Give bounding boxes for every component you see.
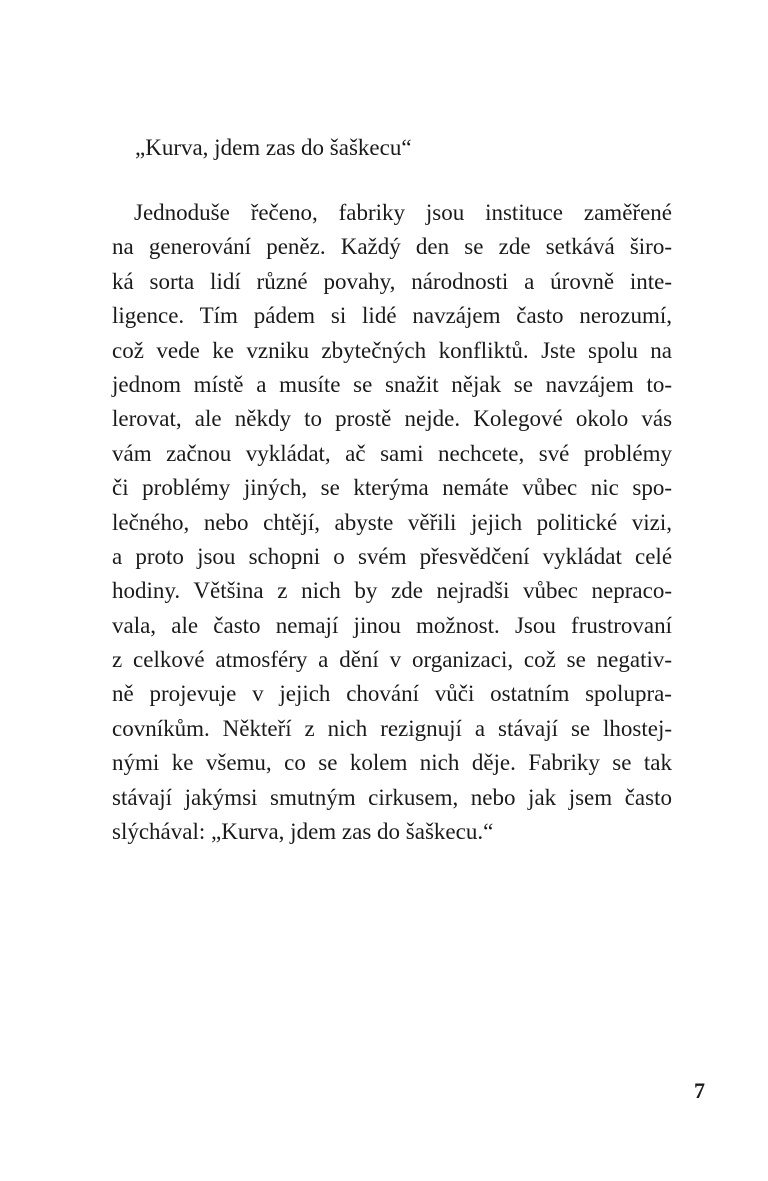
paragraph-line: a proto jsou schopni o svém přesvědčení vykládat celé bbox=[112, 543, 673, 569]
paragraph-line: což vede ke vzniku zbytečných konfliktů. Jste spolu na bbox=[112, 337, 673, 363]
section-heading: „Kurva, jdem zas do šaškecu“ bbox=[135, 135, 412, 160]
paragraph-line: lečného, nebo chtějí, abyste věřili jejich politické vizi, bbox=[112, 509, 672, 535]
paragraph-line: Jednoduše řečeno, fabriky jsou instituce zaměřené bbox=[134, 200, 672, 225]
paragraph-line: či problémy jiných, se kterýma nemáte vůbec nic spo- bbox=[112, 475, 673, 501]
paragraph-line: stávají jakýmsi smutným cirkusem, nebo jak jsem často bbox=[112, 784, 672, 810]
paragraph-line: hodiny. Většina z nich by zde nejradši vůbec nepraco- bbox=[112, 578, 673, 604]
paragraph-line: slýchával: „Kurva, jdem zas do šaškecu.“ bbox=[112, 819, 494, 845]
paragraph-line: jednom místě a musíte se snažit nějak se navzájem to- bbox=[112, 371, 673, 397]
paragraph-line: ně projevuje v jejich chování vůči ostatním spolupra- bbox=[112, 681, 672, 707]
paragraph-line: nými ke všemu, co se kolem nich děje. Fabriky se tak bbox=[112, 750, 673, 776]
paragraph-line: na generování peněz. Každý den se zde setkává širo- bbox=[112, 234, 672, 260]
paragraph-line: ká sorta lidí různé povahy, národnosti a úrovně inte- bbox=[112, 268, 673, 294]
paragraph-line: vala, ale často nemají jinou možnost. Jsou frustrovaní bbox=[112, 612, 672, 638]
paragraph-line: ligence. Tím pádem si lidé navzájem často nerozumí, bbox=[112, 303, 672, 329]
paragraph-line: lerovat, ale někdy to prostě nejde. Kolegové okolo vás bbox=[112, 406, 673, 432]
paragraph-line: z celkové atmosféry a dění v organizaci, což se negativ- bbox=[112, 647, 673, 673]
body-paragraph bbox=[112, 196, 672, 849]
paragraph-line: covníkům. Někteří z nich rezignují a stávají se lhostej- bbox=[112, 715, 673, 741]
page-number: 7 bbox=[694, 1078, 705, 1103]
paragraph-line: vám začnou vykládat, ač sami nechcete, své problémy bbox=[112, 440, 673, 466]
